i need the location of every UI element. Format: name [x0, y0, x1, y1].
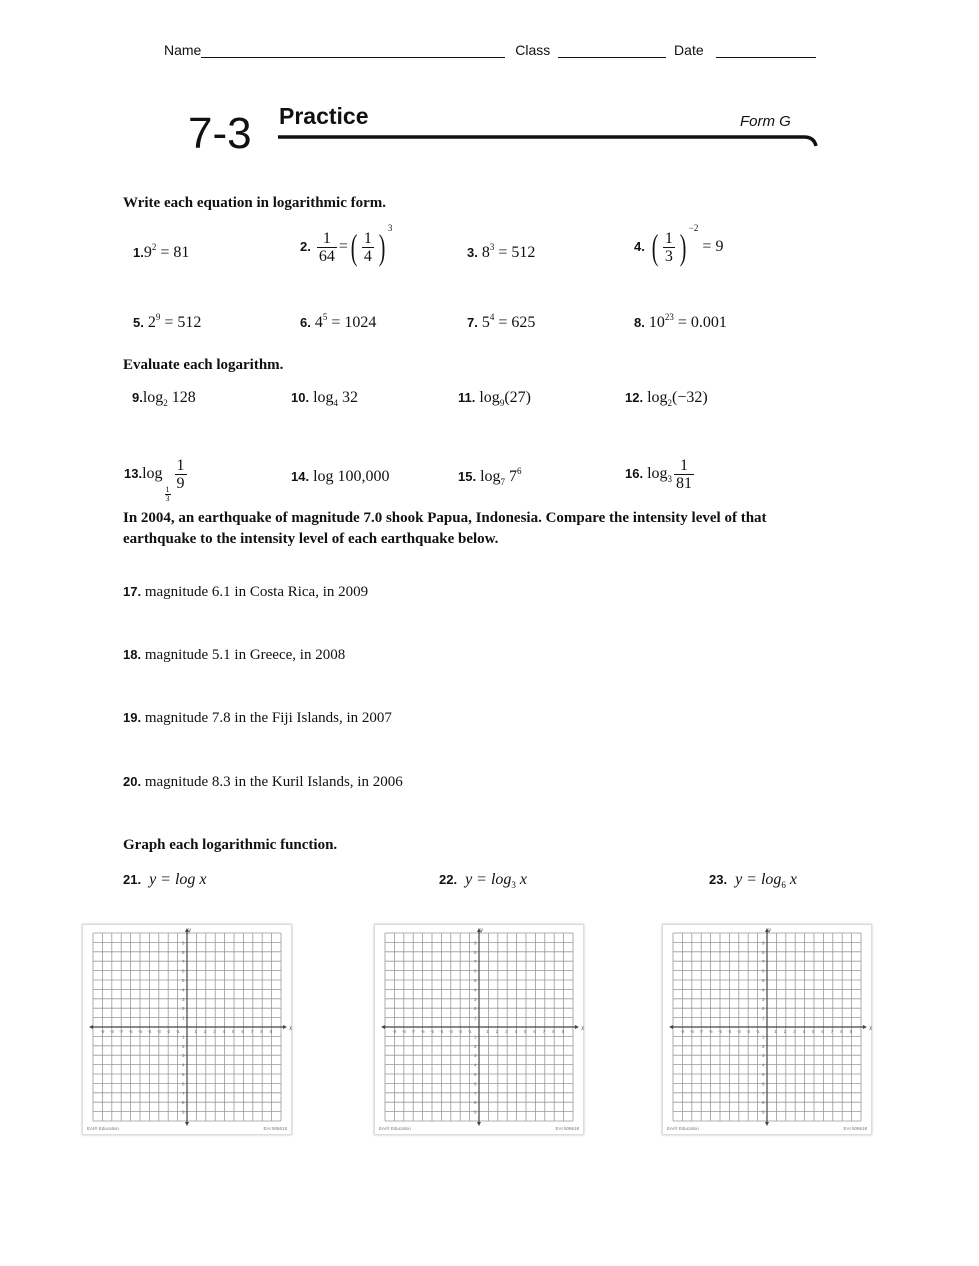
problem-number: 1. — [133, 245, 144, 260]
x-tick-label: -7 — [119, 1029, 124, 1034]
publisher-label: EAI® Education — [667, 1126, 699, 1131]
x-axis-label: x — [581, 1024, 585, 1032]
problem-number: 21. — [123, 872, 142, 887]
x-tick-label: 2 — [495, 1029, 499, 1034]
y-tick-label: 7 — [182, 1090, 185, 1096]
y-tick-label: 6 — [762, 1081, 765, 1087]
x-axis-label: x — [869, 1024, 873, 1032]
log: log — [479, 389, 500, 406]
problem-number: 2. — [300, 239, 311, 254]
y-tick-label: 1 — [182, 1015, 185, 1021]
problem-21 — [123, 871, 207, 889]
coordinate-grid-22[interactable] — [374, 924, 584, 1135]
x-tick-label: 6 — [821, 1029, 824, 1034]
y-tick-label: 1 — [474, 1034, 477, 1040]
name-label: Name — [164, 42, 202, 58]
y-tick-label: 3 — [762, 1053, 765, 1059]
denominator: 3 — [165, 494, 170, 504]
fraction — [175, 457, 187, 492]
problem-number: 20. — [123, 774, 142, 789]
problem-number: 13. — [124, 466, 143, 482]
problem-6 — [300, 314, 376, 332]
exponent: 23 — [664, 312, 674, 322]
problem-number: 5. — [133, 315, 144, 330]
problem-number: 19. — [123, 710, 142, 725]
x-tick-label: -9 — [392, 1029, 397, 1034]
y-tick-label: 6 — [474, 968, 477, 974]
form-label: Form G — [740, 113, 791, 130]
denominator: 64 — [318, 247, 335, 265]
log-base: 3 — [511, 880, 516, 890]
argument: 7 — [505, 468, 518, 485]
exponent: 4 — [489, 312, 495, 322]
section1-instruction: Write each equation in logarithmic form. — [123, 195, 387, 211]
base: 9 — [143, 244, 152, 261]
y-tick-label: 1 — [762, 1015, 765, 1021]
exponent: 9 — [155, 312, 161, 322]
denominator: 81 — [676, 475, 693, 492]
exponent: 2 — [151, 242, 157, 252]
x-tick-label: -1 — [175, 1029, 180, 1034]
x-tick-label: -5 — [718, 1029, 723, 1034]
problem-19 — [123, 710, 392, 727]
problem-text: magnitude 6.1 in Costa Rica, in 2009 — [144, 584, 369, 600]
result: = 512 — [494, 244, 536, 261]
x-tick-label: 7 — [830, 1029, 834, 1034]
y-tick-label: 8 — [474, 949, 477, 955]
x-tick-label: 4 — [802, 1029, 806, 1034]
y-axis-label: y — [188, 926, 192, 934]
y-tick-label: 5 — [474, 1072, 477, 1077]
x-tick-label: 9 — [849, 1029, 853, 1034]
y-tick-label: 7 — [762, 1090, 765, 1096]
catalog-number: EAI 506618 — [263, 1126, 287, 1131]
problem-4 — [634, 223, 724, 268]
y-tick-label: 3 — [762, 996, 765, 1002]
problem-17 — [123, 584, 368, 601]
y-tick-label: 4 — [474, 987, 477, 993]
x-tick-label: -4 — [147, 1029, 152, 1034]
y-tick-label: 6 — [182, 968, 185, 974]
problem-9 — [132, 389, 196, 407]
x-tick-label: 4 — [514, 1029, 518, 1034]
x-tick-label: -6 — [420, 1029, 425, 1034]
problem-number: 14. — [291, 469, 310, 484]
x-tick-label: -7 — [699, 1029, 704, 1034]
fraction — [362, 230, 374, 265]
numerator: 1 — [176, 457, 185, 474]
equals: = — [338, 238, 348, 255]
problem-5 — [133, 314, 201, 332]
y-tick-label: 7 — [474, 1090, 477, 1096]
problem-number: 16. — [625, 466, 644, 482]
y-tick-label: 2 — [182, 1043, 185, 1049]
base: 5 — [481, 314, 490, 331]
exponent: 5 — [322, 312, 328, 322]
log: log — [142, 465, 163, 483]
x-tick-label: -6 — [708, 1029, 713, 1034]
log-base: 4 — [333, 398, 339, 408]
base: 10 — [648, 314, 665, 331]
paren: ( — [651, 227, 659, 268]
problem-8 — [634, 314, 727, 332]
argument: (27) — [504, 389, 531, 406]
x-tick-label: 3 — [505, 1029, 508, 1034]
x-tick-label: 8 — [840, 1029, 843, 1034]
problem-number: 4. — [634, 239, 645, 254]
publisher-label: EAI® Education — [87, 1126, 119, 1131]
y-tick-label: 4 — [762, 987, 765, 993]
log-base: 7 — [500, 477, 506, 487]
problem-text: magnitude 8.3 in the Kuril Islands, in 2006 — [144, 774, 403, 790]
y-tick-label: 6 — [762, 968, 765, 974]
paren: ( — [350, 227, 358, 268]
problem-number: 12. — [625, 390, 644, 405]
x-tick-label: 1 — [486, 1029, 489, 1034]
log-base: 6 — [781, 880, 786, 890]
y-tick-label: 8 — [474, 1100, 477, 1106]
problem-number: 3. — [467, 245, 478, 260]
argument: x — [515, 871, 528, 888]
page-title: Practice — [279, 103, 369, 129]
log-base: 2 — [163, 398, 168, 408]
x-tick-label: -2 — [746, 1029, 751, 1034]
exponent: 6 — [517, 466, 522, 476]
x-tick-label: -8 — [689, 1029, 694, 1034]
problem-13 — [124, 457, 189, 503]
problem-15 — [458, 468, 522, 486]
x-tick-label: -9 — [100, 1029, 105, 1034]
x-tick-label: -4 — [439, 1029, 444, 1034]
denominator: 4 — [363, 247, 372, 265]
problem-number: 22. — [439, 872, 458, 887]
problem-number: 6. — [300, 315, 311, 330]
y-tick-label: 9 — [762, 1109, 765, 1115]
catalog-number: EAI 506618 — [843, 1126, 867, 1131]
log: log — [313, 389, 334, 406]
y-tick-label: 7 — [474, 959, 477, 965]
x-tick-label: 9 — [561, 1029, 565, 1034]
log: log — [647, 389, 668, 406]
problem-number: 11. — [458, 390, 476, 405]
y-tick-label: 9 — [182, 1109, 185, 1115]
problem-23 — [709, 871, 797, 889]
y-tick-label: 1 — [182, 1034, 185, 1040]
problem-14 — [291, 468, 390, 486]
x-tick-label: -3 — [736, 1029, 741, 1034]
x-tick-label: 7 — [250, 1029, 254, 1034]
x-tick-label: 6 — [533, 1029, 536, 1034]
date-label: Date — [674, 42, 704, 58]
name-field[interactable] — [164, 42, 816, 58]
result: = 1024 — [327, 314, 377, 331]
base: 2 — [147, 314, 156, 331]
problem-number: 10. — [291, 390, 310, 405]
problem-12 — [625, 389, 708, 407]
y-tick-label: 9 — [474, 1109, 477, 1115]
class-label: Class — [515, 42, 551, 58]
y-axis-label: y — [480, 926, 484, 934]
problem-10 — [291, 389, 358, 407]
log-base-fraction — [165, 486, 171, 503]
section4-instruction: Graph each logarithmic function. — [123, 837, 338, 853]
problem-22 — [439, 871, 527, 889]
y-tick-label: 5 — [762, 978, 765, 983]
denominator: 9 — [176, 475, 185, 492]
x-tick-label: 3 — [213, 1029, 216, 1034]
x-tick-label: 9 — [269, 1029, 273, 1034]
x-tick-label: -1 — [467, 1029, 472, 1034]
y-tick-label: 7 — [762, 959, 765, 965]
numerator: 1 — [680, 457, 689, 474]
argument: 128 — [167, 389, 196, 406]
y-tick-label: 4 — [474, 1062, 477, 1068]
x-tick-label: -2 — [166, 1029, 171, 1034]
x-tick-label: -3 — [448, 1029, 453, 1034]
problem-16 — [625, 457, 696, 492]
fraction — [674, 457, 694, 492]
coordinate-grid-23[interactable] — [662, 924, 872, 1135]
y-tick-label: 2 — [762, 1043, 765, 1049]
problem-11 — [458, 389, 531, 407]
grid-svg — [83, 925, 291, 1134]
x-tick-label: 4 — [222, 1029, 226, 1034]
log: log — [647, 465, 668, 483]
y-tick-label: 2 — [762, 1006, 765, 1012]
date-field[interactable] — [716, 43, 816, 58]
x-tick-label: -4 — [727, 1029, 732, 1034]
exponent: −2 — [688, 223, 699, 233]
y-tick-label: 5 — [762, 1072, 765, 1077]
x-tick-label: -5 — [430, 1029, 435, 1034]
problem-text: magnitude 5.1 in Greece, in 2008 — [144, 647, 346, 663]
numerator: 1 — [165, 485, 170, 495]
x-tick-label: 7 — [542, 1029, 546, 1034]
y-tick-label: 3 — [182, 996, 185, 1002]
y-axis-label: y — [768, 926, 772, 934]
problem-2 — [300, 223, 393, 268]
y-tick-label: 8 — [182, 1100, 185, 1106]
grid-svg — [375, 925, 583, 1134]
section3-instruction: In 2004, an earthquake of magnitude 7.0 shook Papua, Indonesia. Compare the intensity level of that earthquake to the intensity level of each earthquake below. — [123, 510, 767, 547]
y-tick-label: 2 — [182, 1006, 185, 1012]
problem-18 — [123, 647, 345, 664]
x-tick-label: 5 — [232, 1029, 235, 1034]
problem-7 — [467, 314, 535, 332]
y-tick-label: 6 — [182, 1081, 185, 1087]
x-tick-label: -8 — [109, 1029, 114, 1034]
problem-number: 18. — [123, 647, 142, 662]
y-tick-label: 9 — [762, 940, 765, 946]
x-axis-label: x — [289, 1024, 293, 1032]
y-tick-label: 7 — [182, 959, 185, 965]
log-base: 3 — [667, 474, 673, 485]
numerator: 1 — [322, 229, 331, 247]
x-tick-label: -8 — [401, 1029, 406, 1034]
problem-20 — [123, 774, 403, 791]
problem-3 — [467, 244, 535, 262]
title-rule — [276, 132, 818, 152]
problem-number: 17. — [123, 584, 142, 599]
y-tick-label: 8 — [762, 1100, 765, 1106]
x-tick-label: -1 — [755, 1029, 760, 1034]
argument: 32 — [338, 389, 359, 406]
log-base: 2 — [667, 398, 673, 408]
problem-1 — [133, 244, 189, 262]
y-tick-label: 1 — [474, 1015, 477, 1021]
x-tick-label: 5 — [812, 1029, 815, 1034]
exponent: 3 — [489, 242, 495, 252]
problem-number: 15. — [458, 469, 477, 484]
exponent: 3 — [387, 223, 393, 233]
y-tick-label: 3 — [474, 996, 477, 1002]
paren: ) — [378, 227, 386, 268]
y-tick-label: 9 — [474, 940, 477, 946]
log: log — [142, 389, 164, 406]
y-tick-label: 4 — [182, 1062, 185, 1068]
y-tick-label: 4 — [762, 1062, 765, 1068]
y-tick-label: 8 — [762, 949, 765, 955]
y-tick-label: 5 — [182, 1072, 185, 1077]
result: = 81 — [156, 244, 190, 261]
numerator: 1 — [363, 229, 372, 247]
x-tick-label: 6 — [241, 1029, 244, 1034]
paren: ) — [679, 227, 687, 268]
fraction — [317, 230, 337, 265]
fraction — [663, 230, 675, 265]
x-tick-label: -6 — [128, 1029, 133, 1034]
problem-text: magnitude 7.8 in the Fiji Islands, in 2007 — [144, 710, 392, 726]
y-tick-label: 3 — [182, 1053, 185, 1059]
function: y = log x — [149, 871, 207, 888]
numerator: 1 — [664, 229, 673, 247]
denominator: 3 — [664, 247, 673, 265]
publisher-label: EAI® Education — [379, 1126, 411, 1131]
section2-instruction: Evaluate each logarithm. — [123, 357, 284, 373]
argument: (−32) — [672, 389, 708, 406]
y-tick-label: 5 — [474, 978, 477, 983]
y-tick-label: 3 — [474, 1053, 477, 1059]
catalog-number: EAI 506618 — [555, 1126, 579, 1131]
x-tick-label: -5 — [138, 1029, 143, 1034]
problem-number: 8. — [634, 315, 645, 330]
x-tick-label: -9 — [680, 1029, 685, 1034]
problem-number: 23. — [709, 872, 728, 887]
x-tick-label: 2 — [203, 1029, 207, 1034]
x-tick-label: 1 — [774, 1029, 777, 1034]
expression: log 100,000 — [313, 468, 390, 485]
result: = 512 — [160, 314, 202, 331]
x-tick-label: -2 — [458, 1029, 463, 1034]
y-tick-label: 2 — [474, 1006, 477, 1012]
function: y = log — [465, 871, 512, 888]
y-tick-label: 1 — [762, 1034, 765, 1040]
base: 4 — [314, 314, 323, 331]
x-tick-label: 1 — [194, 1029, 197, 1034]
result: = 9 — [698, 238, 724, 255]
log-base: 9 — [499, 398, 505, 408]
result: = 0.001 — [673, 314, 727, 331]
log: log — [480, 468, 501, 485]
y-tick-label: 9 — [182, 940, 185, 946]
y-tick-label: 5 — [182, 978, 185, 983]
x-tick-label: -7 — [411, 1029, 416, 1034]
lesson-number: 7-3 — [188, 109, 252, 158]
grid-svg — [663, 925, 871, 1134]
coordinate-grid-21[interactable] — [82, 924, 292, 1135]
y-tick-label: 2 — [474, 1043, 477, 1049]
argument: x — [785, 871, 798, 888]
result: = 625 — [494, 314, 536, 331]
problem-number: 7. — [467, 315, 478, 330]
x-tick-label: 8 — [260, 1029, 263, 1034]
x-tick-label: -3 — [156, 1029, 161, 1034]
x-tick-label: 3 — [793, 1029, 796, 1034]
function: y = log — [735, 871, 782, 888]
x-tick-label: 2 — [783, 1029, 787, 1034]
y-tick-label: 6 — [474, 1081, 477, 1087]
problem-number: 9. — [132, 390, 143, 405]
x-tick-label: 8 — [552, 1029, 555, 1034]
y-tick-label: 4 — [182, 987, 185, 993]
y-tick-label: 8 — [182, 949, 185, 955]
class-field[interactable] — [558, 43, 666, 58]
x-tick-label: 5 — [524, 1029, 527, 1034]
base: 8 — [481, 244, 490, 261]
